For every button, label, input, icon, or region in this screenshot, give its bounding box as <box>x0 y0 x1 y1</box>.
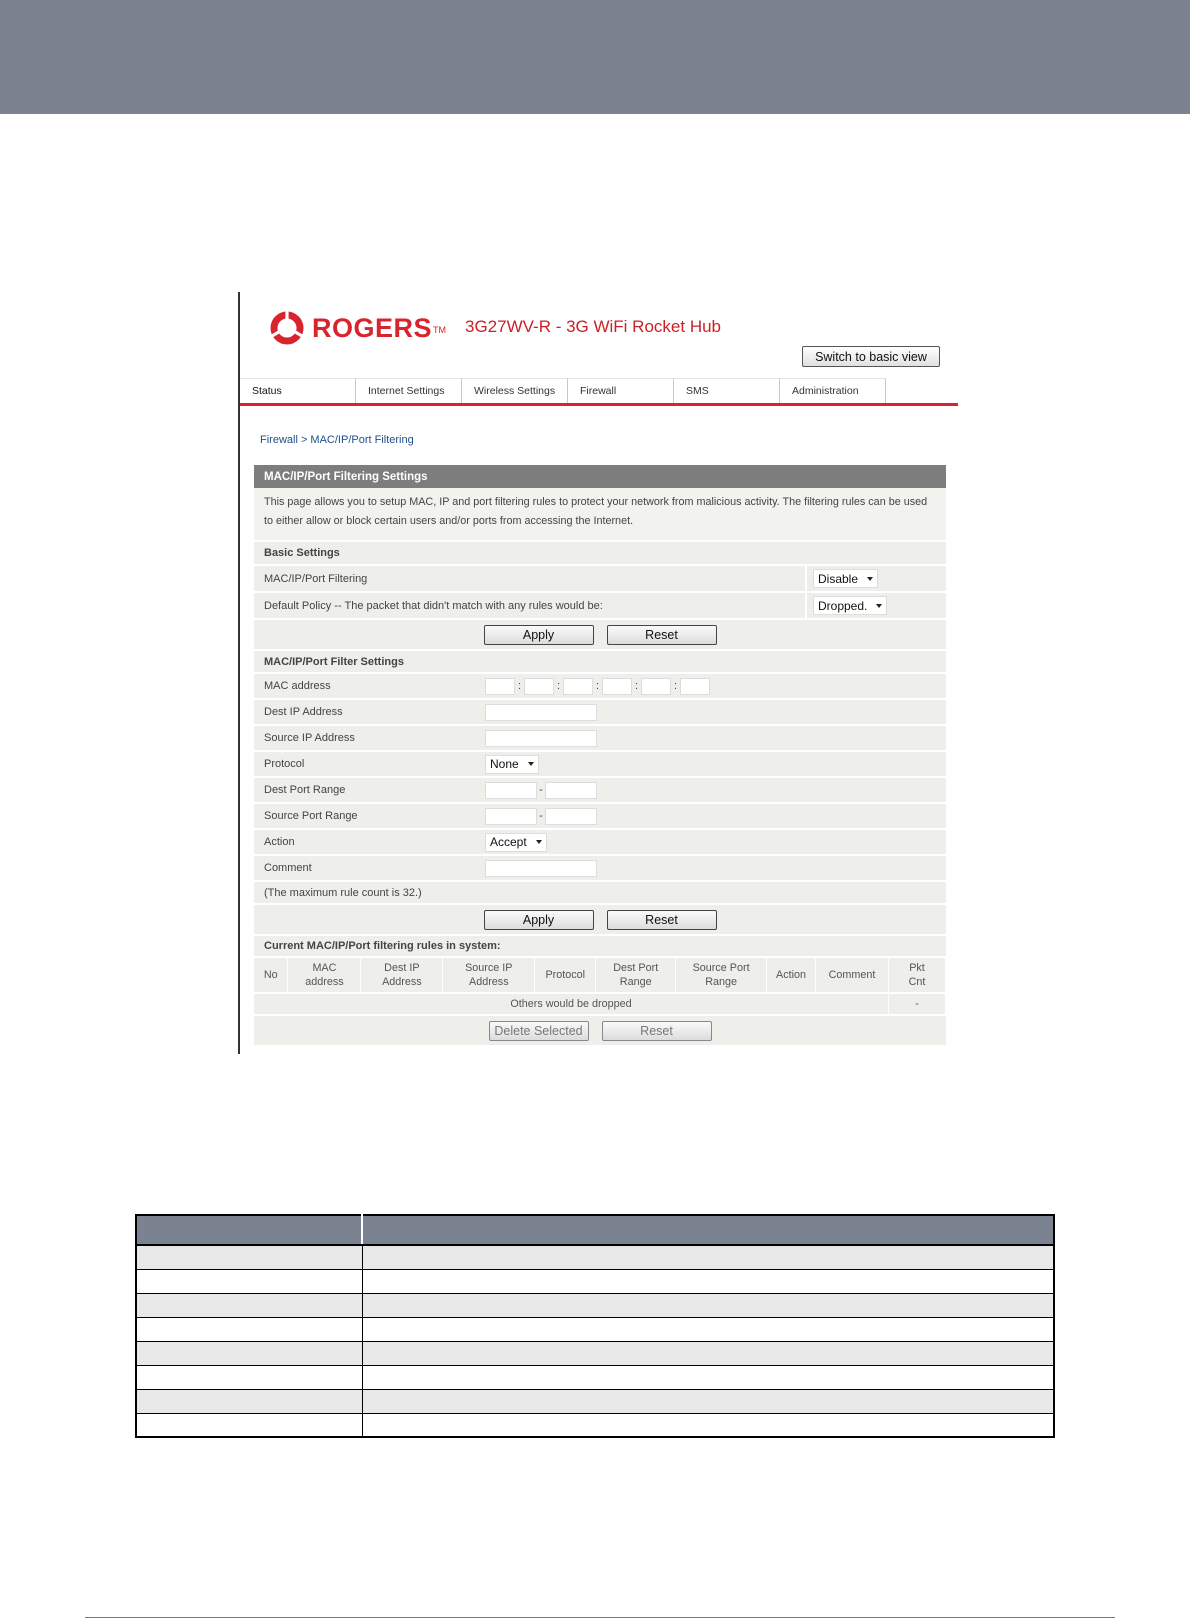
col-header-mac <box>288 958 361 993</box>
action-label: Action <box>264 836 295 848</box>
filtering-label: MAC/IP/Port Filtering <box>264 572 368 585</box>
col-header-dest-port-line2: Range <box>619 976 652 988</box>
src-ip-label: Source IP Address <box>264 732 355 744</box>
protocol-select-value: None <box>490 757 519 771</box>
others-pkt-count: - <box>888 993 945 1015</box>
logo-trademark: TM <box>433 325 447 335</box>
range-separator: - <box>539 810 543 822</box>
breadcrumb[interactable]: Firewall > MAC/IP/Port Filtering <box>260 434 414 446</box>
mac-address-inputs <box>485 678 710 695</box>
dest-ip-label: Dest IP Address <box>264 706 343 718</box>
col-header-protocol <box>535 958 596 993</box>
desc-table-header <box>136 1215 1054 1245</box>
range-separator: - <box>539 784 543 796</box>
desc-table-row <box>136 1269 1054 1293</box>
policy-select[interactable] <box>813 596 887 615</box>
logo-wordmark: ROGERS <box>312 312 433 343</box>
chevron-down-icon <box>867 577 873 581</box>
action-row <box>254 830 946 856</box>
rules-reset-button[interactable]: Reset <box>602 1021 712 1041</box>
protocol-label: Protocol <box>264 758 305 770</box>
panel-description: This page allows you to setup MAC, IP and port filtering rules to protect your network from malicious activity. The filtering rules can be used to either allow or block certain users and/or ports from accessing the Internet. <box>254 488 946 542</box>
col-header-dest-ip-line1: Dest IP <box>384 962 420 974</box>
col-header-src-port <box>676 958 767 993</box>
mac-octet-3-input[interactable] <box>563 678 593 695</box>
dest-port-start-input[interactable] <box>485 782 537 799</box>
col-header-src-ip <box>443 958 535 993</box>
max-rule-note: (The maximum rule count is 32.) <box>264 886 422 899</box>
tab-administration[interactable]: Administration <box>780 378 886 403</box>
col-header-action <box>767 958 816 993</box>
tab-sms[interactable]: SMS <box>674 378 780 403</box>
col-header-dest-ip-line2: Address <box>382 976 422 988</box>
desc-table-row <box>136 1413 1054 1437</box>
dest-port-label: Dest Port Range <box>264 784 346 796</box>
rogers-logo <box>268 307 446 349</box>
current-rules-heading-row <box>254 936 946 958</box>
filter-settings-heading: MAC/IP/Port Filter Settings <box>264 655 404 668</box>
chevron-down-icon <box>876 604 882 608</box>
desc-table-row <box>136 1317 1054 1341</box>
mac-octet-1-input[interactable] <box>485 678 515 695</box>
panel-title: MAC/IP/Port Filtering Settings <box>254 465 946 488</box>
mac-octet-6-input[interactable] <box>680 678 710 695</box>
col-header-src-ip-line2: Address <box>469 976 509 988</box>
filter-apply-button[interactable]: Apply <box>484 910 594 930</box>
mac-separator: : <box>517 680 522 692</box>
comment-label: Comment <box>264 862 312 874</box>
col-header-mac-line2: address <box>305 976 344 988</box>
mac-octet-5-input[interactable] <box>641 678 671 695</box>
chevron-down-icon <box>536 840 542 844</box>
dest-port-row <box>254 778 946 804</box>
comment-input[interactable] <box>485 860 597 877</box>
filtering-select[interactable] <box>813 569 878 588</box>
policy-select-value: Dropped. <box>818 598 868 613</box>
mac-octet-2-input[interactable] <box>524 678 554 695</box>
basic-settings-heading: Basic Settings <box>264 547 340 559</box>
tab-firewall[interactable]: Firewall <box>568 378 674 403</box>
col-header-src-port-line1: Source Port <box>692 962 750 974</box>
protocol-select[interactable] <box>485 755 539 774</box>
rules-buttons-row <box>254 1016 946 1047</box>
col-header-no-text: No <box>263 969 278 981</box>
router-screenshot <box>238 292 958 1054</box>
filter-reset-button[interactable]: Reset <box>607 910 717 930</box>
mac-separator: : <box>595 680 600 692</box>
col-header-dest-ip <box>361 958 443 993</box>
basic-settings-heading-row <box>254 542 946 566</box>
desc-table-row <box>136 1365 1054 1389</box>
others-dropped-text: Others would be dropped <box>254 993 888 1015</box>
src-port-row <box>254 804 946 830</box>
mac-octet-4-input[interactable] <box>602 678 632 695</box>
basic-reset-button[interactable]: Reset <box>607 625 717 645</box>
col-header-mac-line1: MAC <box>312 962 337 974</box>
filter-settings-heading-row <box>254 651 946 674</box>
rules-header-row <box>254 958 946 993</box>
rogers-logo-icon <box>268 309 306 347</box>
dest-port-end-input[interactable] <box>545 782 597 799</box>
col-header-pkt-line2: Cnt <box>908 976 926 988</box>
col-header-comment <box>816 958 889 993</box>
policy-row <box>254 593 946 620</box>
description-table <box>135 1214 1055 1438</box>
basic-buttons-row <box>254 620 946 651</box>
comment-row <box>254 856 946 882</box>
col-header-src-port-line2: Range <box>705 976 738 988</box>
mac-row <box>254 674 946 700</box>
src-port-label: Source Port Range <box>264 810 358 822</box>
src-ip-input[interactable] <box>485 730 597 747</box>
mac-label: MAC address <box>264 680 331 692</box>
basic-apply-button[interactable]: Apply <box>484 625 594 645</box>
product-title: 3G27WV-R - 3G WiFi Rocket Hub <box>465 317 722 336</box>
filtering-select-value: Disable <box>818 571 859 586</box>
mac-separator: : <box>634 680 639 692</box>
switch-basic-view-button[interactable]: Switch to basic view <box>802 346 940 367</box>
desc-table-row <box>136 1341 1054 1365</box>
dest-ip-row <box>254 700 946 726</box>
src-ip-row <box>254 726 946 752</box>
policy-label: Default Policy -- The packet that didn't match with any rules would be: <box>264 599 603 612</box>
filtering-row <box>254 566 946 593</box>
mac-separator: : <box>556 680 561 692</box>
filtering-panel <box>254 465 946 1047</box>
action-select-value: Accept <box>490 835 527 849</box>
footer-divider <box>85 1617 1115 1618</box>
col-header-dest-port <box>596 958 676 993</box>
col-header-comment-text: Comment <box>828 969 876 981</box>
col-header-dest-port-line1: Dest Port <box>613 962 659 974</box>
mac-separator: : <box>673 680 678 692</box>
col-header-pkt-line1: Pkt <box>909 962 925 974</box>
tab-status[interactable]: Status <box>240 378 356 403</box>
col-header-action-text: Action <box>776 969 807 981</box>
col-header-src-ip-line1: Source IP <box>465 962 513 974</box>
main-nav-tabs <box>240 378 958 406</box>
tab-wireless-settings[interactable]: Wireless Settings <box>462 378 568 403</box>
max-note-row <box>254 882 946 905</box>
col-header-pkt-cnt <box>888 958 945 993</box>
src-port-end-input[interactable] <box>545 808 597 825</box>
desc-table-row <box>136 1245 1054 1269</box>
header-band <box>0 0 1190 114</box>
src-port-start-input[interactable] <box>485 808 537 825</box>
col-header-no <box>254 958 288 993</box>
desc-table-row <box>136 1293 1054 1317</box>
tab-internet-settings[interactable]: Internet Settings <box>356 378 462 403</box>
delete-selected-button[interactable]: Delete Selected <box>489 1021 589 1041</box>
current-rules-heading: Current MAC/IP/Port filtering rules in system: <box>264 940 501 952</box>
desc-table-row <box>136 1389 1054 1413</box>
dest-ip-input[interactable] <box>485 704 597 721</box>
action-select[interactable] <box>485 833 547 852</box>
others-row <box>254 993 946 1015</box>
current-rules-table <box>254 958 946 1016</box>
chevron-down-icon <box>528 762 534 766</box>
protocol-row <box>254 752 946 778</box>
col-header-protocol-text: Protocol <box>545 969 586 981</box>
filter-buttons-row <box>254 905 946 936</box>
